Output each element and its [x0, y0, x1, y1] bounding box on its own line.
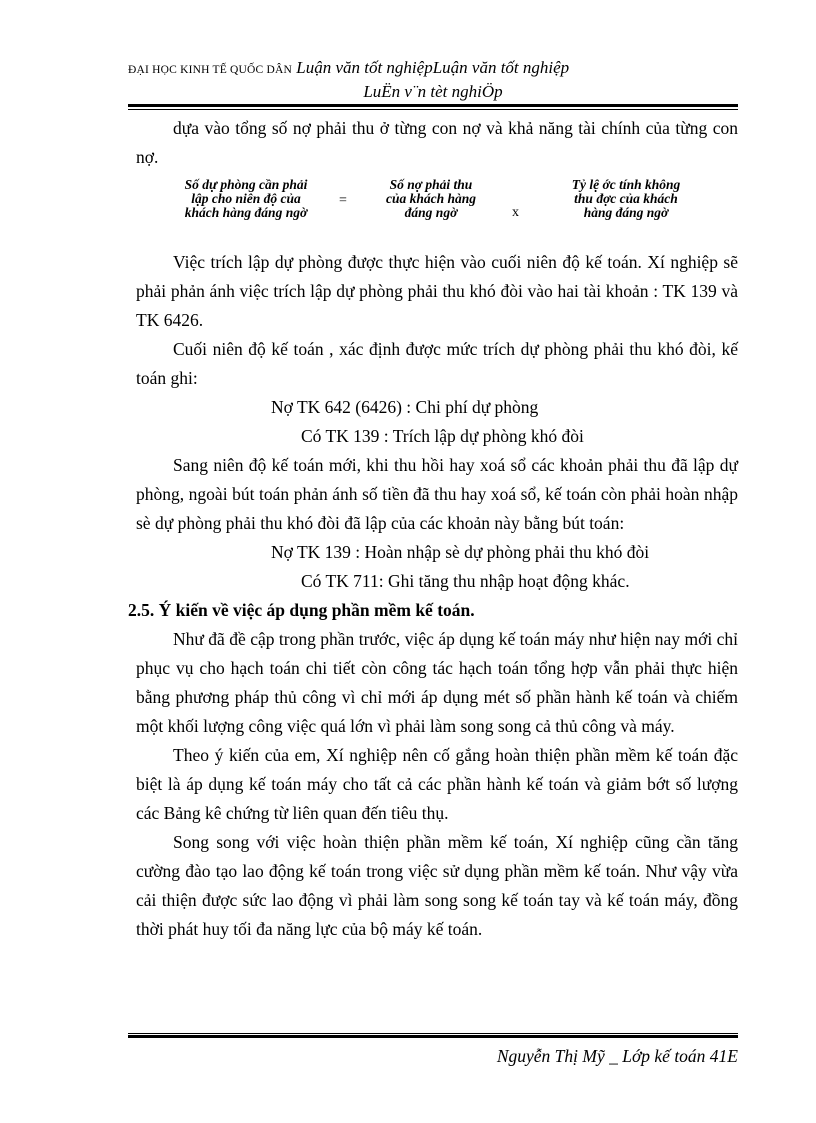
formula-right-line: thu đợc của khách [574, 191, 678, 206]
document-body [128, 114, 738, 944]
header-line-1 [128, 58, 738, 80]
journal-entry-debit-2: Nợ TK 139 : Hoàn nhập sè dự phòng phải thu khó đòi [271, 542, 650, 562]
formula-middle-line: của khách hàng [385, 191, 477, 206]
paragraph-1: dựa vào tổng số nợ phải thu ở từng con nợ và khả năng tài chính của từng con nợ. [136, 118, 738, 167]
formula-right-line: Tỷ lệ ớc tính không [571, 177, 681, 192]
formula-middle-line: đáng ngờ [404, 205, 458, 220]
journal-entry-debit-1: Nợ TK 642 (6426) : Chi phí dự phòng [271, 397, 539, 417]
header-title-garbled: LuËn v¨n tèt nghiÖp [363, 82, 503, 101]
formula-left-line: khách hàng đáng ngờ [184, 205, 308, 220]
section-heading: 2.5. Ý kiến về việc áp dụng phần mềm kế toán. [128, 600, 475, 620]
paragraph-3: Cuối niên độ kế toán , xác định được mức trích dự phòng phải thu khó đòi, kế toán ghi: [136, 339, 738, 388]
paragraph-4: Sang niên độ kế toán mới, khi thu hồi hay xoá sổ các khoản phải thu đã lập dự phòng, ngoài bút toán phản ánh số tiền đã thu hay xoá sổ, kế toán còn phải hoàn nhập sè dự phòng phải thu khó đòi đã lập của các khoản này bằng bút toán: [136, 455, 738, 533]
paragraph-2: Việc trích lập dự phòng được thực hiện vào cuối niên độ kế toán. Xí nghiệp sẽ phải phản ánh việc trích lập dự phòng phải thu khó đòi vào hai tài khoản : TK 139 và TK 6426. [136, 252, 738, 330]
header-university: ĐẠI HỌC KINH TẾ QUỐC DÂN [128, 64, 292, 76]
paragraph-7: Song song với việc hoàn thiện phần mềm kế toán, Xí nghiệp cũng cần tăng cường đào tạo lao động kế toán trong việc sử dụng phần mềm kế toán. Như vậy vừa cải thiện được sức lao động vì phải làm song song kế toán tay và kế toán máy, đồng thời phát huy tối đa năng lực của bộ máy kế toán. [136, 832, 738, 939]
formula-right-term [546, 178, 706, 220]
formula-left-line: Số dự phòng cần phải [184, 177, 308, 192]
formula-left-line: lập cho niên độ của [191, 191, 301, 206]
formula-middle-line: Số nợ phải thu [389, 177, 473, 192]
paragraph-5: Như đã đề cập trong phần trước, việc áp dụng kế toán máy như hiện nay mới chỉ phục vụ cho hạch toán chi tiết còn công tác hạch toán tổng hợp vẫn phải thực hiện bằng phương pháp thủ công vì chỉ mới áp dụng mét số phần hành kế toán và chiếm một khối lượng công việc quá lớn vì phải làm song song cả thủ công và máy. [136, 629, 738, 736]
page-header [128, 58, 738, 102]
paragraph-6: Theo ý kiến của em, Xí nghiệp nên cố gắng hoàn thiện phần mềm kế toán đặc biệt là áp dụng kế toán máy cho tất cả các phần hành kế toán và giảm bớt số lượng các Bảng kê chứng từ liên quan đến tiêu thụ. [136, 745, 738, 823]
formula-left-term [161, 178, 331, 220]
formula-equals-sign: = [339, 193, 347, 208]
footer-author: Nguyễn Thị Mỹ _ Lớp kế toán 41E [496, 1046, 738, 1066]
journal-entry-credit-1: Có TK 139 : Trích lập dự phòng khó đòi [301, 426, 584, 446]
formula-right-line: hàng đáng ngờ [583, 205, 669, 220]
footer-rule [128, 1033, 738, 1034]
journal-entry-credit-2: Có TK 711: Ghi tăng thu nhập hoạt động khác. [301, 571, 630, 591]
formula-times-sign: x [512, 205, 519, 220]
provision-formula [136, 178, 738, 240]
header-title: Luận văn tốt nghiệpLuận văn tốt nghiệp [296, 58, 570, 77]
formula-middle-term [366, 178, 496, 220]
header-rule [128, 104, 738, 107]
